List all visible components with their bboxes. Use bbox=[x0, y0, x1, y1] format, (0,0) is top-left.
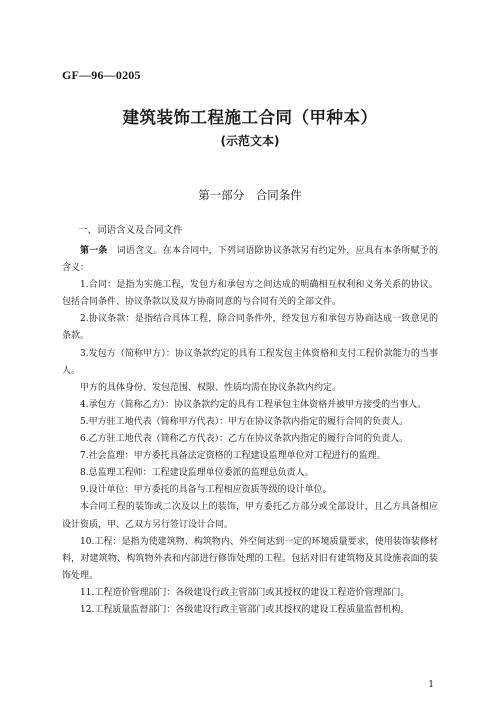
paragraph: 3.发包方（简称甲方）：协议条款约定的具有工程发包主体资格和支付工程价款能力的当事人。 bbox=[62, 348, 438, 376]
article-one-paragraph bbox=[62, 243, 438, 277]
article-text: 词语含义。在本合同中，下列词语除协议条款另有约定外，应具有本条所赋予的含义： bbox=[62, 246, 438, 274]
paragraph: 8.总监理工程师：工程建设监理单位委派的监理总负责人。 bbox=[80, 468, 314, 479]
paragraph: 1.合同：是指为实施工程，发包方和承包方之间达成的明确相互权利和义务关系的协议。包括合同条件、协议条款以及双方协商同意的与合同有关的全部文件。 bbox=[62, 280, 438, 308]
document-code: GF—96—0205 bbox=[62, 68, 141, 82]
page-number: 1 bbox=[428, 680, 434, 690]
article-label: 第一条 bbox=[80, 246, 108, 256]
section-heading: 一、词语含义及合同文件 bbox=[78, 225, 183, 236]
paragraph: 12.工程质量监督部门：各级建设行政主管部门或其授权的建设工程质量监督机构。 bbox=[80, 604, 410, 615]
paragraph: 10.工程：是指为使建筑物、构筑物内、外空间达到一定的环境质量要求，使用装饰装修材料，对建筑物、构筑物外表和内部进行修饰处理的工程。包括对旧有建筑物及其设施表面的装饰处理。 bbox=[62, 536, 438, 581]
paragraph: 6.乙方驻工地代表（简称乙方代表）：乙方在协议条款内指定的履行合同的负责人。 bbox=[80, 434, 409, 445]
paragraph: 7.社会监理：甲方委托具备法定资格的工程建设监理单位对工程进行的监理。 bbox=[80, 451, 386, 462]
paragraph: 4.承包方（简称乙方）：协议条款约定的具有工程承包主体资格并被甲方接受的当事人。 bbox=[80, 399, 427, 410]
paragraph: 5.甲方驻工地代表（简称甲方代表）：甲方在协议条款内指定的履行合同的负责人。 bbox=[80, 416, 409, 427]
paragraph: 本合同工程的装饰或二次及以上的装饰，甲方委托乙方部分或全部设计，且乙方具备相应设计资质，甲、乙双方另行签订设计合同。 bbox=[62, 502, 438, 530]
paragraph: 9.设计单位：甲方委托的具备与工程相应资质等级的设计单位。 bbox=[80, 485, 332, 496]
document-title: 建筑装饰工程施工合同（甲种本） bbox=[122, 108, 378, 127]
paragraph: 11.工程造价管理部门：各级建设行政主管部门或其授权的建设工程造价管理部门。 bbox=[80, 587, 410, 598]
paragraph: 2.协议条款：是指结合具体工程，除合同条件外，经发包方和承包方协商达成一致意见的条款。 bbox=[62, 314, 438, 342]
paragraph: 甲方的具体身份、发包范围、权限、性质均需在协议条款内约定。 bbox=[80, 382, 342, 393]
part-heading: 第一部分 合同条件 bbox=[198, 188, 302, 202]
document-subtitle: (示范文本) bbox=[220, 134, 280, 148]
contract-body bbox=[62, 243, 438, 619]
